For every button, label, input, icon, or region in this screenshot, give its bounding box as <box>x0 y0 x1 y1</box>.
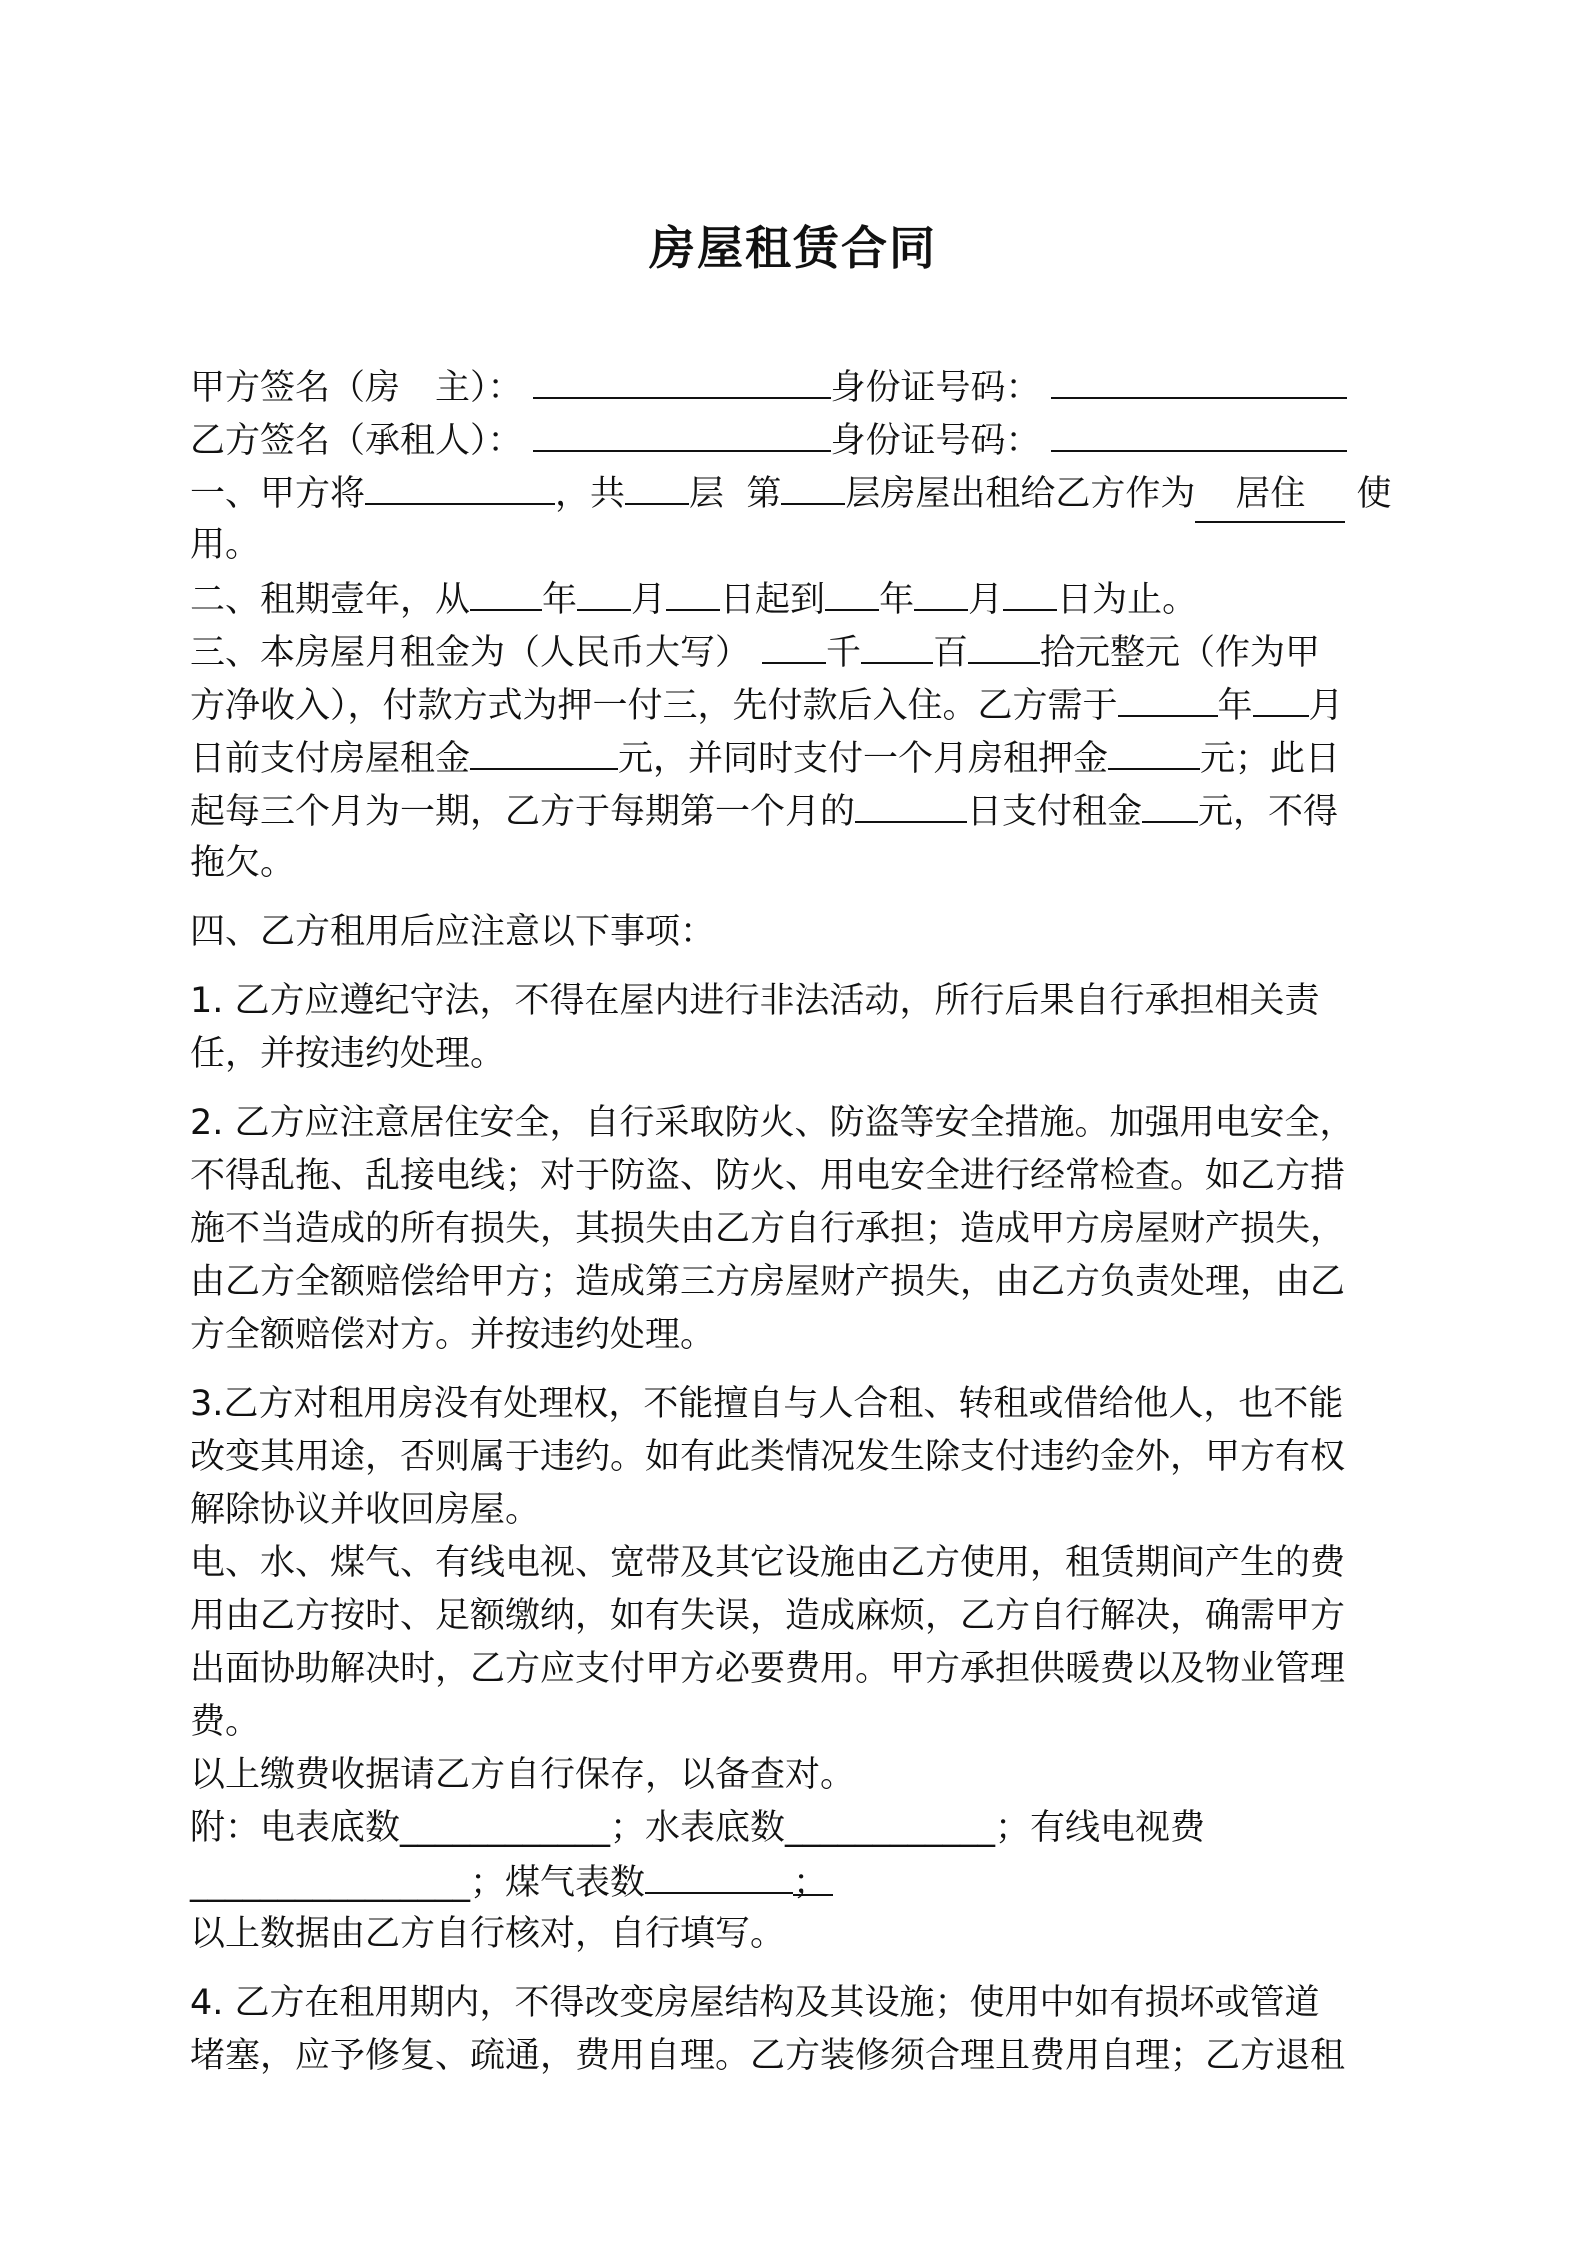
floor-number-field[interactable] <box>781 466 845 505</box>
meter-note: 以上数据由乙方自行核对，自行填写。 <box>190 1914 786 1954</box>
property-address-field[interactable] <box>365 466 555 505</box>
item1-line: 1. 乙方应遵纪守法，不得在屋内进行非法活动，所行后果自行承担相关责 <box>190 981 1320 1021</box>
deposit-amount-field[interactable] <box>1108 731 1200 770</box>
clause1-text: 一、甲方将 <box>190 473 366 514</box>
clause3-text: 三、本房屋月租金为（人民币大写） <box>190 632 751 673</box>
clause1-text: 层房屋出租给乙方作为 <box>845 473 1196 514</box>
clause3-text: 起每三个月为一期，乙方于每期第一个月的 <box>190 791 856 832</box>
clause1-line1 <box>190 466 1422 519</box>
clause2-text: 年 <box>542 579 578 620</box>
clause2-text: 日起到 <box>720 579 826 620</box>
item2-line: 施不当造成的所有损失，其损失由乙方自行承担；造成甲方房屋财产损失， <box>190 1209 1346 1249</box>
clause2-line <box>190 572 1422 625</box>
clause3-text: 百 <box>933 632 969 673</box>
utilities-line: 出面协助解决时，乙方应支付甲方必要费用。甲方承担供暖费以及物业管理 <box>190 1649 1346 1689</box>
party-b-id-field[interactable] <box>1051 413 1347 452</box>
item1-line: 任，并按违约处理。 <box>190 1034 506 1074</box>
rent-tens-field[interactable] <box>968 625 1040 664</box>
item3 <box>190 1378 1422 1537</box>
receipt-note: 以上缴费收据请乙方自行保存，以备查对。 <box>190 1755 856 1795</box>
total-floors-field[interactable] <box>625 466 689 505</box>
clause3-text: 拾元整元（作为甲 <box>1040 632 1321 673</box>
payment-month-field[interactable] <box>1253 678 1309 717</box>
party-b-id-label: 身份证号码： <box>830 420 1041 461</box>
utilities-line: 费。 <box>190 1702 261 1742</box>
rent-hundreds-field[interactable] <box>861 625 933 664</box>
clause1-text: 第 <box>746 473 782 514</box>
item2 <box>190 1097 1422 1362</box>
payment-year-field[interactable] <box>1118 678 1218 717</box>
item3-line: 3.乙方对租用房没有处理权，不能擅自与人合租、转租或借给他人，也不能 <box>190 1384 1344 1424</box>
end-month-field[interactable] <box>914 572 968 611</box>
item2-line: 2. 乙方应注意居住安全，自行采取防火、防盗等安全措施。加强用电安全， <box>190 1103 1355 1143</box>
clause3-text: 元，并同时支付一个月房租押金 <box>618 738 1109 779</box>
clause3-text: 千 <box>826 632 862 673</box>
party-a-signature-field[interactable] <box>533 360 831 399</box>
start-day-field[interactable] <box>666 572 720 611</box>
contract-body <box>190 360 1422 2083</box>
clause1-text: ，共 <box>555 473 626 514</box>
end-year-field[interactable] <box>825 572 879 611</box>
clause3-line1 <box>190 625 1422 678</box>
item1 <box>190 975 1422 1081</box>
clause3-text: 年 <box>1217 685 1253 726</box>
item2-line: 不得乱拖、乱接电线；对于防盗、防火、用电安全进行经常检查。如乙方措 <box>190 1156 1346 1196</box>
item4-line: 堵塞，应予修复、疏通，费用自理。乙方装修须合理且费用自理；乙方退租 <box>190 2036 1346 2076</box>
payment-day-field[interactable] <box>855 784 967 823</box>
utilities-line: 用由乙方按时、足额缴纳，如有失误，造成麻烦，乙方自行解决，确需甲方 <box>190 1596 1346 1636</box>
clause4-heading: 四、乙方租用后应注意以下事项： <box>190 912 716 952</box>
start-month-field[interactable] <box>577 572 631 611</box>
clause2-text: 月 <box>631 579 667 620</box>
utilities-line: 电、水、煤气、有线电视、宽带及其它设施由乙方使用，租赁期间产生的费 <box>190 1543 1346 1583</box>
clause3-text: 方净收入），付款方式为押一付三，先付款后入住。乙方需于 <box>190 685 1118 726</box>
clause3-line5: 拖欠。 <box>190 843 296 883</box>
item3-line: 解除协议并收回房屋。 <box>190 1490 541 1530</box>
party-a-id-label: 身份证号码： <box>830 367 1041 408</box>
party-b-signature-field[interactable] <box>533 413 831 452</box>
end-day-field[interactable] <box>1003 572 1057 611</box>
clause3-text: 元，不得 <box>1198 791 1339 832</box>
clause3-line3 <box>190 731 1422 784</box>
party-b-line <box>190 413 1422 466</box>
rent-amount-field[interactable] <box>470 731 618 770</box>
clause2-text: 月 <box>968 579 1004 620</box>
clause3-line2 <box>190 678 1422 731</box>
gas-meter-field[interactable] <box>645 1855 793 1894</box>
clause2-text: 日为止。 <box>1057 579 1198 620</box>
meter-readings-line1: 附：电表底数____________；水表底数____________；有线电视费 <box>190 1808 1206 1848</box>
meter-semicolon: ； <box>793 1857 833 1896</box>
item4 <box>190 1977 1422 2083</box>
utilities-paragraph <box>190 1537 1422 1749</box>
clause3-line4 <box>190 784 1422 837</box>
party-a-line <box>190 360 1422 413</box>
clause1-text: 层 <box>689 473 725 514</box>
party-a-id-field[interactable] <box>1051 360 1347 399</box>
party-b-label: 乙方签名（承租人）： <box>190 420 523 461</box>
clause3-text: 月 <box>1308 685 1344 726</box>
clause2-text: 二、租期壹年，从 <box>190 579 471 620</box>
item2-line: 方全额赔偿对方。并按违约处理。 <box>190 1315 716 1355</box>
period-rent-field[interactable] <box>1142 784 1198 823</box>
clause3-text: 元；此日 <box>1200 738 1341 779</box>
clause3-text: 日支付租金 <box>967 791 1143 832</box>
item4-line: 4. 乙方在租用期内，不得改变房屋结构及其设施；使用中如有损坏或管道 <box>190 1983 1320 2023</box>
rent-thousands-field[interactable] <box>762 625 826 664</box>
item3-line: 改变其用途，否则属于违约。如有此类情况发生除支付违约金外，甲方有权 <box>190 1437 1346 1477</box>
clause1-line2: 用。 <box>190 525 261 565</box>
clause3-text: 日前支付房屋租金 <box>190 738 471 779</box>
start-year-field[interactable] <box>470 572 542 611</box>
usage-purpose-field[interactable]: 居住 <box>1195 468 1345 523</box>
clause1-text: 使 <box>1356 473 1392 514</box>
meter-readings-line2 <box>190 1855 1422 1908</box>
party-a-label: 甲方签名（房 主）： <box>190 367 523 408</box>
meter-text: ________________；煤气表数 <box>190 1862 646 1903</box>
page-title: 房屋租赁合同 <box>649 221 937 275</box>
item2-line: 由乙方全额赔偿给甲方；造成第三方房屋财产损失，由乙方负责处理，由乙 <box>190 1262 1346 1302</box>
clause2-text: 年 <box>879 579 915 620</box>
